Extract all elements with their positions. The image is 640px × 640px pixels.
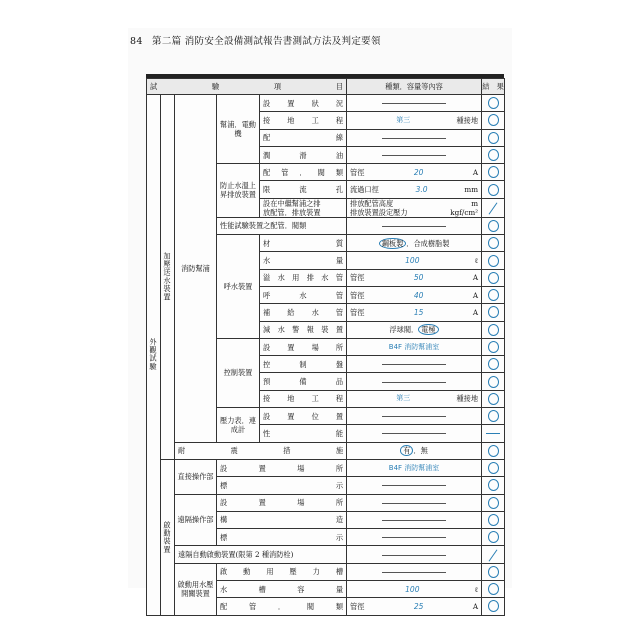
row-label: 接地工程 bbox=[260, 112, 347, 129]
result-mark bbox=[482, 425, 505, 442]
row-value: 流過口徑 3.0 mm bbox=[347, 181, 482, 198]
row-value: B4F 消防幫浦室 bbox=[347, 459, 482, 476]
row-value: B4F 消防幫浦室 bbox=[347, 338, 482, 355]
result-mark bbox=[482, 164, 505, 181]
result-mark bbox=[482, 286, 505, 303]
result-mark bbox=[482, 252, 505, 269]
result-mark bbox=[482, 529, 505, 546]
row-value: 管徑 15 A bbox=[347, 304, 482, 321]
row-label: 預備品 bbox=[260, 373, 347, 390]
result-mark bbox=[482, 112, 505, 129]
row-label: 設置場所 bbox=[260, 338, 347, 355]
result-mark bbox=[482, 546, 505, 563]
row-label: 呼水管 bbox=[260, 286, 347, 303]
row-label: 標示 bbox=[217, 477, 347, 494]
row-label: 設置場所 bbox=[217, 459, 347, 476]
inspection-table bbox=[146, 78, 505, 616]
row-label: 配線 bbox=[260, 129, 347, 146]
row-value: 100 ℓ bbox=[347, 252, 482, 269]
table-row bbox=[147, 442, 505, 459]
table-row bbox=[147, 563, 505, 580]
row-value bbox=[347, 129, 482, 146]
result-mark bbox=[482, 581, 505, 598]
table-row bbox=[147, 546, 505, 563]
row-label: 標示 bbox=[217, 529, 347, 546]
result-mark bbox=[482, 129, 505, 146]
row-label: 耐震措施 bbox=[175, 442, 347, 459]
row-value: 100 ℓ bbox=[347, 581, 482, 598]
page-title: 第二篇 消防安全設備測試報告書測試方法及判定要領 bbox=[152, 36, 381, 47]
group-fire-pump: 消防幫浦 bbox=[175, 95, 217, 443]
result-mark bbox=[482, 511, 505, 528]
row-value bbox=[347, 373, 482, 390]
row-label: 補給水管 bbox=[260, 304, 347, 321]
row-value: 鋼板製 ．合成樹脂製 bbox=[347, 235, 482, 252]
table-row bbox=[147, 459, 505, 476]
row-value bbox=[347, 511, 482, 528]
row-value bbox=[347, 146, 482, 163]
table-row bbox=[147, 494, 505, 511]
page-number: 84 bbox=[130, 36, 143, 47]
result-mark bbox=[482, 494, 505, 511]
row-value bbox=[347, 563, 482, 580]
row-label: 遠隔自動啟動裝置(限第 2 種消防栓) bbox=[175, 546, 347, 563]
row-value: 排放配管高度 m 排放裝置設定壓力 kgf/cm² bbox=[347, 198, 482, 217]
group-anti-overheat: 防止水溫上昇排放裝置 bbox=[217, 164, 260, 218]
row-value bbox=[347, 425, 482, 442]
table-row bbox=[147, 95, 505, 112]
row-label: 配管．閥類 bbox=[260, 164, 347, 181]
page-header bbox=[130, 33, 381, 47]
result-mark bbox=[482, 408, 505, 425]
result-mark bbox=[482, 563, 505, 580]
group-pump-motor: 幫浦．電動機 bbox=[217, 95, 260, 164]
group-pressure-tank: 啟動用水壓開關裝置 bbox=[175, 563, 217, 615]
row-label: 水槽容量 bbox=[217, 581, 347, 598]
group-water-tank: 呼水裝置 bbox=[217, 235, 260, 339]
row-value: 第三 種接地 bbox=[347, 112, 482, 129]
result-mark bbox=[482, 442, 505, 459]
group-control: 控制裝置 bbox=[217, 338, 260, 407]
row-label: 設置場所 bbox=[217, 494, 347, 511]
group-pressure-meter: 壓力表．連成計 bbox=[217, 408, 260, 443]
row-value bbox=[347, 408, 482, 425]
row-value bbox=[347, 529, 482, 546]
row-label: 設在中繼幫浦之排 放配管．排放裝置 bbox=[260, 198, 347, 217]
col-item-header: 試 驗 項 目 bbox=[147, 79, 347, 95]
result-mark bbox=[482, 373, 505, 390]
row-value: 浮球閥． 電極 bbox=[347, 321, 482, 338]
row-label: 減水警報裝置 bbox=[260, 321, 347, 338]
row-value: 有 ．無 bbox=[347, 442, 482, 459]
row-label: 控制盤 bbox=[260, 356, 347, 373]
result-mark bbox=[482, 198, 505, 217]
col-result-header: 結 果 bbox=[482, 79, 505, 95]
row-label: 限流孔 bbox=[260, 181, 347, 198]
row-label: 性能 bbox=[260, 425, 347, 442]
result-mark bbox=[482, 181, 505, 198]
row-label: 水量 bbox=[260, 252, 347, 269]
row-value bbox=[347, 356, 482, 373]
group-remote: 遠隔操作部 bbox=[175, 494, 217, 546]
row-value: 管徑 25 A bbox=[347, 598, 482, 615]
result-mark bbox=[482, 356, 505, 373]
result-mark bbox=[482, 146, 505, 163]
row-label: 設置狀況 bbox=[260, 95, 347, 112]
result-mark bbox=[482, 477, 505, 494]
group-external: 外觀試驗 bbox=[147, 95, 161, 616]
result-mark bbox=[482, 217, 505, 234]
row-value bbox=[347, 477, 482, 494]
col-content-header: 種類．容量等內容 bbox=[347, 79, 482, 95]
table-header-row bbox=[147, 79, 505, 95]
row-value: 第三 種接地 bbox=[347, 390, 482, 407]
result-mark bbox=[482, 459, 505, 476]
row-label: 性能試驗裝置之配管．閥類 bbox=[217, 217, 347, 234]
row-value bbox=[347, 217, 482, 234]
result-mark bbox=[482, 598, 505, 615]
row-value bbox=[347, 494, 482, 511]
row-value: 管徑 20 A bbox=[347, 164, 482, 181]
row-value: 管徑 40 A bbox=[347, 286, 482, 303]
row-label: 溢水用排水管 bbox=[260, 269, 347, 286]
group-water-supply: 加壓送水裝置 bbox=[161, 95, 175, 460]
row-label: 潤滑油 bbox=[260, 146, 347, 163]
row-value bbox=[347, 95, 482, 112]
result-mark bbox=[482, 235, 505, 252]
row-label: 構造 bbox=[217, 511, 347, 528]
row-label: 材質 bbox=[260, 235, 347, 252]
result-mark bbox=[482, 390, 505, 407]
group-starter: 啟動裝置 bbox=[161, 459, 175, 615]
result-mark bbox=[482, 269, 505, 286]
result-mark bbox=[482, 338, 505, 355]
group-direct: 直接操作部 bbox=[175, 459, 217, 494]
result-mark bbox=[482, 95, 505, 112]
row-label: 啟動用壓力槽 bbox=[217, 563, 347, 580]
row-value bbox=[347, 546, 482, 563]
row-label: 設置位置 bbox=[260, 408, 347, 425]
row-value: 管徑 50 A bbox=[347, 269, 482, 286]
row-label: 配管．閥類 bbox=[217, 598, 347, 615]
result-mark bbox=[482, 321, 505, 338]
row-label: 接地工程 bbox=[260, 390, 347, 407]
result-mark bbox=[482, 304, 505, 321]
